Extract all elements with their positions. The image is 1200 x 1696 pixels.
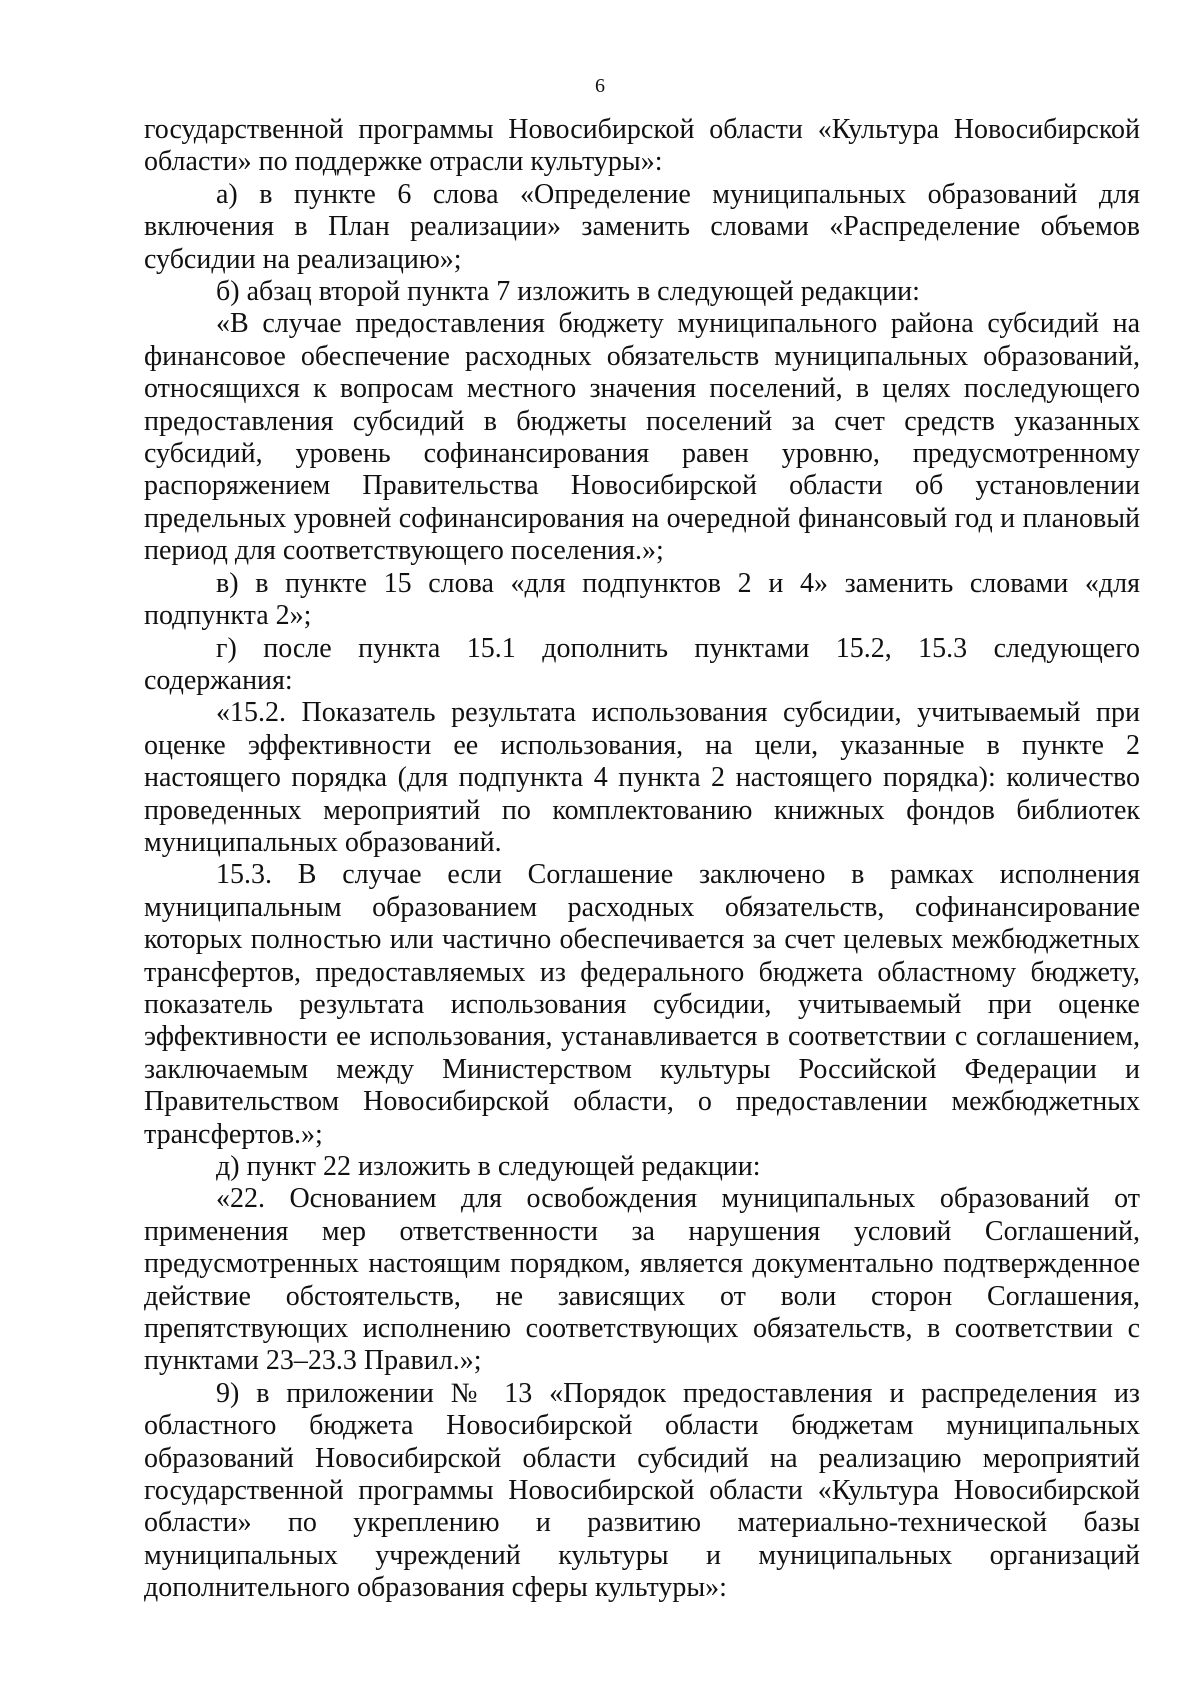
paragraph-item-9: 9) в приложении № 13 «Порядок предоставления и распределения из областного бюджета Новосибирской области бюджетам муниципальных образований Новосибирской области субсидий на реализацию мероприятий государственной программы Новосибирской области «Культура Новосибирской области» по укреплению и развитию материально-технической базы муниципальных учреждений культуры и муниципальных организаций дополнительного образования сферы культуры»: <box>144 1377 1140 1604</box>
paragraph-item-22: «22. Основанием для освобождения муниципальных образований от применения мер ответственности за нарушения условий Соглашений, предусмотренных настоящим порядком, является документально подтвержденное действие обстоятельств, не зависящих от воли сторон Соглашения, препятствующих исполнению соответствующих обязательств, в соответствии с пунктами 23–23.3 Правил.»; <box>144 1183 1140 1377</box>
paragraph-item-v: в) в пункте 15 слова «для подпунктов 2 и 4» заменить словами «для подпункта 2»; <box>144 567 1140 632</box>
paragraph-item-g: г) после пункта 15.1 дополнить пунктами 15.2, 15.3 следующего содержания: <box>144 632 1140 696</box>
paragraph-item-b-quote: «В случае предоставления бюджету муниципального района субсидий на финансовое обеспечение расходных обязательств муниципальных образований, относящихся к вопросам местного значения поселений, в целях последующего предоставления субсидий в бюджеты поселений за счет средств указанных субсидий, уровень софинансирования равен уровню, предусмотренному распоряжением Правительства Новосибирской области об установлении предельных уровней софинансирования на очередной финансовый год и плановый период для соответствующего поселения.»; <box>144 308 1140 567</box>
paragraph-item-15-3: 15.3. В случае если Соглашение заключено в рамках исполнения муниципальным образованием расходных обязательств, софинансирование которых полностью или частично обеспечивается за счет целевых межбюджетных трансфертов, предоставляемых из федерального бюджета областному бюджету, показатель результата использования субсидии, учитываемый при оценке эффективности ее использования, устанавливается в соответствии с соглашением, заключаемым между Министерством культуры Российской Федерации и Правительством Новосибирской области, о предоставлении межбюджетных трансфертов.»; <box>144 859 1140 1150</box>
paragraph-intro-continuation: государственной программы Новосибирской области «Культура Новосибирской области» по поддержке отрасли культуры»: <box>144 114 1140 178</box>
page-number: 6 <box>595 75 605 97</box>
paragraph-item-d: д) пункт 22 изложить в следующей редакции: <box>216 1151 761 1182</box>
paragraph-item-b: б) абзац второй пункта 7 изложить в следующей редакции: <box>216 276 920 308</box>
document-body <box>144 114 1140 1605</box>
paragraph-item-15-2: «15.2. Показатель результата использования субсидии, учитываемый при оценке эффективности ее использования, на цели, указанные в пункте 2 настоящего порядка (для подпункта 4 пункта 2 настоящего порядка): количество проведенных мероприятий по комплектованию книжных фондов библиотек муниципальных образований. <box>144 697 1140 858</box>
paragraph-item-a: а) в пункте 6 слова «Определение муниципальных образований для включения в План реализации» заменить словами «Распределение объемов субсидии на реализацию»; <box>144 178 1140 275</box>
